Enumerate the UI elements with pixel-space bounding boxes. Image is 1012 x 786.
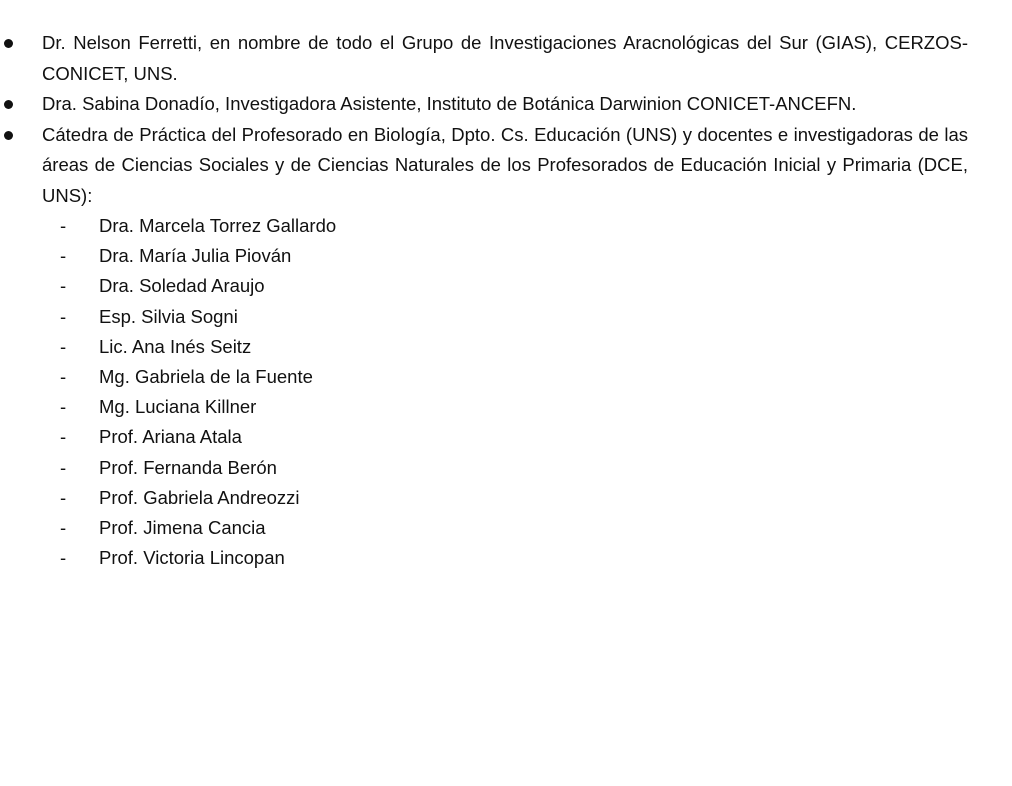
dash-marker: - [60, 365, 67, 387]
list-item-text: Esp. Silvia Sogni [99, 305, 238, 327]
list-item [0, 271, 1012, 301]
bullet-dot-icon [4, 39, 13, 48]
list-item-text: Dra. María Julia Piován [99, 245, 292, 267]
list-item [0, 483, 1012, 513]
dash-marker: - [60, 516, 67, 538]
list-item-text: Mg. Luciana Killner [99, 396, 257, 418]
list-item [0, 302, 1012, 332]
bullet-text: Dr. Nelson Ferretti, en nombre de todo el Grupo de Investigaciones Aracnológicas del Sur (GIAS), CERZOS-CONICET, UNS. [42, 32, 968, 84]
list-item-text: Mg. Gabriela de la Fuente [99, 365, 313, 387]
dash-marker: - [60, 215, 67, 236]
sub-list [0, 211, 1012, 573]
list-item-text: Prof. Victoria Lincopan [99, 547, 285, 569]
bullet-dot-icon [4, 131, 13, 140]
list-item [0, 543, 1012, 573]
list-item [0, 362, 1012, 392]
list-item-text: Prof. Gabriela Andreozzi [99, 486, 300, 508]
list-item-text: Prof. Jimena Cancia [99, 516, 266, 538]
list-item [0, 392, 1012, 422]
bullet-item-donadio [0, 89, 968, 120]
dash-marker: - [60, 486, 67, 508]
list-item [0, 211, 1012, 241]
dash-marker: - [60, 456, 67, 478]
dash-marker: - [60, 305, 67, 327]
list-item-text: Prof. Fernanda Berón [99, 456, 277, 478]
dash-marker: - [60, 275, 67, 297]
dash-marker: - [60, 245, 67, 267]
list-item-text: Dra. Marcela Torrez Gallardo [99, 215, 337, 236]
dash-marker: - [60, 335, 67, 357]
list-item-text: Lic. Ana Inés Seitz [99, 335, 252, 357]
list-item [0, 332, 1012, 362]
list-item [0, 422, 1012, 452]
bullet-item-ferretti [0, 28, 968, 89]
dash-marker: - [60, 547, 67, 569]
bullet-item-catedra [0, 120, 968, 212]
list-item-text: Dra. Soledad Araujo [99, 275, 265, 297]
dash-marker: - [60, 426, 67, 448]
bullet-text: Cátedra de Práctica del Profesorado en Biología, Dpto. Cs. Educación (UNS) y docentes e investigadoras de las áreas de Ciencias Sociales y de Ciencias Naturales de los Profesorados de Educación Inicial y Primaria (DCE, UNS): [42, 123, 968, 206]
list-item [0, 513, 1012, 543]
bullet-text: Dra. Sabina Donadío, Investigadora Asistente, Instituto de Botánica Darwinion CONICET-ANCEFN. [42, 93, 857, 114]
bullet-dot-icon [4, 100, 13, 109]
document-body [0, 28, 1012, 573]
dash-marker: - [60, 396, 67, 418]
list-item [0, 453, 1012, 483]
list-item-text: Prof. Ariana Atala [99, 426, 242, 448]
list-item [0, 241, 1012, 271]
